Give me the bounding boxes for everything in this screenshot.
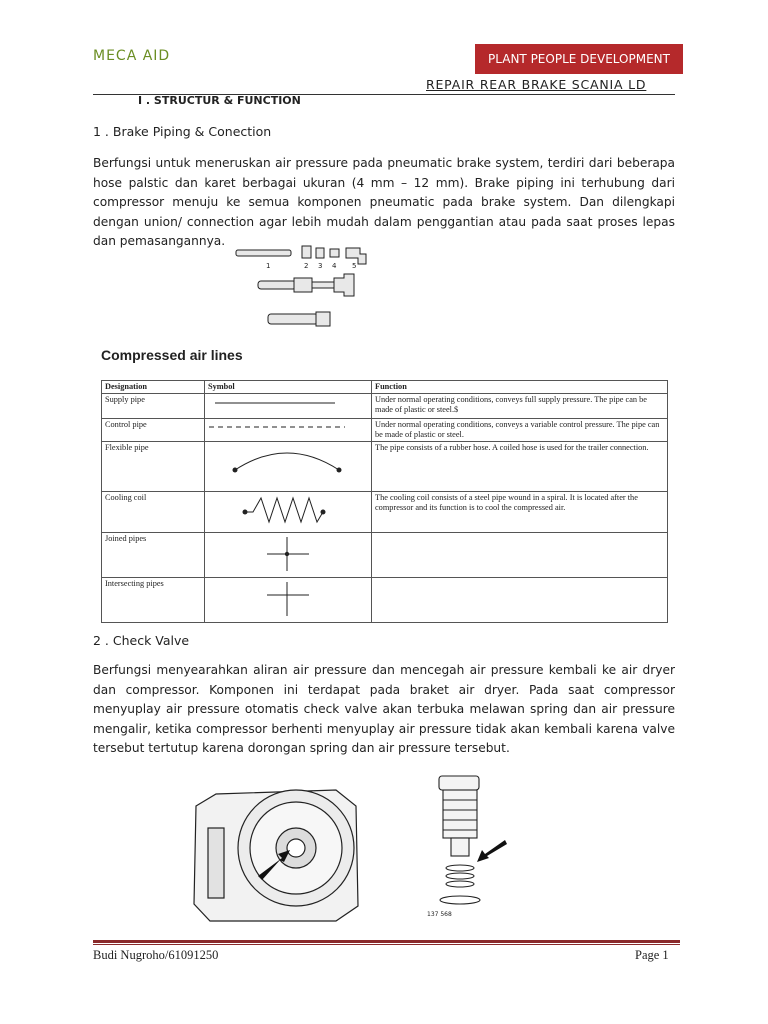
intersecting-pipes-symbol bbox=[205, 578, 371, 620]
function-cell: Under normal operating conditions, conveys full supply pressure. The pipe can be made of plastic or steel.$ bbox=[372, 394, 668, 419]
table-row bbox=[102, 492, 668, 533]
column-header: Function bbox=[372, 381, 668, 394]
designation-cell: Cooling coil bbox=[102, 492, 205, 533]
figure-code: 137 568 bbox=[427, 911, 452, 918]
function-cell bbox=[372, 578, 668, 623]
symbol-cell bbox=[205, 578, 372, 623]
fitting-nut bbox=[294, 278, 312, 292]
function-cell bbox=[372, 533, 668, 578]
arrow-icon bbox=[477, 840, 507, 862]
figure-label: 1 bbox=[266, 262, 271, 270]
compressed-air-title: Compressed air lines bbox=[101, 347, 243, 363]
air-dryer-bracket-figure bbox=[186, 776, 376, 926]
function-cell: The cooling coil consists of a steel pipe wound in a spiral. It is located after the compressor and its function is to cool the compressed air. bbox=[372, 492, 668, 533]
function-cell: Under normal operating conditions, conveys a variable control pressure. The pipe can be made of plastic or steel. bbox=[372, 419, 668, 442]
figure-label: 2 bbox=[304, 262, 309, 270]
designation-cell: Control pipe bbox=[102, 419, 205, 442]
supply-pipe-symbol bbox=[205, 394, 371, 416]
item1-paragraph: Berfungsi untuk meneruskan air pressure pada pneumatic brake system, terdiri dari beberapa hose palstic dan karet berbagai ukuran (4 mm – 12 mm). Brake piping ini terhubung dari compressor menuju ke semua komponen pneumatic pada brake system. Dan dilengkapi dengan union/ connection agar lebih mudah dalam penggantian atau pada saat proses lepas dan pemasangannya. bbox=[93, 156, 675, 248]
designation-cell: Supply pipe bbox=[102, 394, 205, 419]
ferrule-part bbox=[330, 249, 339, 257]
valve-cap bbox=[439, 776, 479, 790]
valve-body bbox=[443, 790, 477, 838]
compressed-air-table bbox=[101, 380, 668, 623]
table-row bbox=[102, 578, 668, 623]
pipe-nut bbox=[316, 312, 330, 326]
pipe-assembly bbox=[268, 314, 318, 324]
symbol-cell bbox=[205, 419, 372, 442]
designation-cell: Intersecting pipes bbox=[102, 578, 205, 623]
footer-divider-thin bbox=[93, 944, 680, 945]
figure-label: 4 bbox=[332, 262, 337, 270]
table-row bbox=[102, 394, 668, 419]
item2-paragraph: Berfungsi menyearahkan aliran air pressure dan mencegah air pressure kembali ke air dryer dan compressor. Komponen ini terdapat pada braket air dryer. Pada saat compressor menyuplay air pressure otomatis check valve akan terbuka melawan spring dan air pressure mengalir, ketika compressor berhenti menyuplay air pressure tidak akan kembali karena valve tersebut tertutup karena dorongan spring dan air pressure tersebut. bbox=[93, 663, 675, 755]
header-badge: PLANT PEOPLE DEVELOPMENT bbox=[475, 44, 683, 74]
control-pipe-symbol bbox=[205, 419, 371, 439]
valve-stem bbox=[451, 838, 469, 856]
table-row bbox=[102, 419, 668, 442]
brake-piping-figure bbox=[228, 238, 388, 338]
column-header: Designation bbox=[102, 381, 205, 394]
joined-pipes-symbol bbox=[205, 533, 371, 575]
elbow-assembly bbox=[334, 274, 354, 296]
figure-label: 5 bbox=[352, 262, 357, 270]
symbol-cell bbox=[205, 394, 372, 419]
spring-coil bbox=[446, 865, 474, 871]
o-ring bbox=[440, 896, 480, 904]
nut-part bbox=[316, 248, 324, 258]
item2-heading: 2 . Check Valve bbox=[93, 633, 190, 648]
designation-cell: Joined pipes bbox=[102, 533, 205, 578]
footer-author: Budi Nugroho/61091250 bbox=[93, 948, 219, 962]
page-number: Page 1 bbox=[635, 948, 669, 962]
check-valve-figure bbox=[425, 770, 520, 920]
designation-cell: Flexible pipe bbox=[102, 442, 205, 492]
function-cell: The pipe consists of a rubber hose. A coiled hose is used for the trailer connection. bbox=[372, 442, 668, 492]
union-part bbox=[302, 246, 311, 258]
cooling-coil-symbol bbox=[205, 492, 371, 530]
hose-part bbox=[236, 250, 291, 256]
header-logo-text: MECA AID bbox=[93, 48, 171, 64]
symbol-cell bbox=[205, 492, 372, 533]
section-title: I . STRUCTUR & FUNCTION bbox=[138, 94, 301, 107]
flexible-pipe-symbol bbox=[205, 442, 371, 489]
table-row bbox=[102, 442, 668, 492]
figure-label: 3 bbox=[318, 262, 323, 270]
hose-assembly bbox=[258, 281, 296, 289]
column-header: Symbol bbox=[205, 381, 372, 394]
table-row bbox=[102, 533, 668, 578]
symbol-cell bbox=[205, 442, 372, 492]
table-header-row bbox=[102, 381, 668, 394]
symbol-cell bbox=[205, 533, 372, 578]
document-subtitle: REPAIR REAR BRAKE SCANIA LD bbox=[426, 77, 647, 92]
item1-heading: 1 . Brake Piping & Conection bbox=[93, 124, 272, 139]
footer-divider bbox=[93, 940, 680, 943]
